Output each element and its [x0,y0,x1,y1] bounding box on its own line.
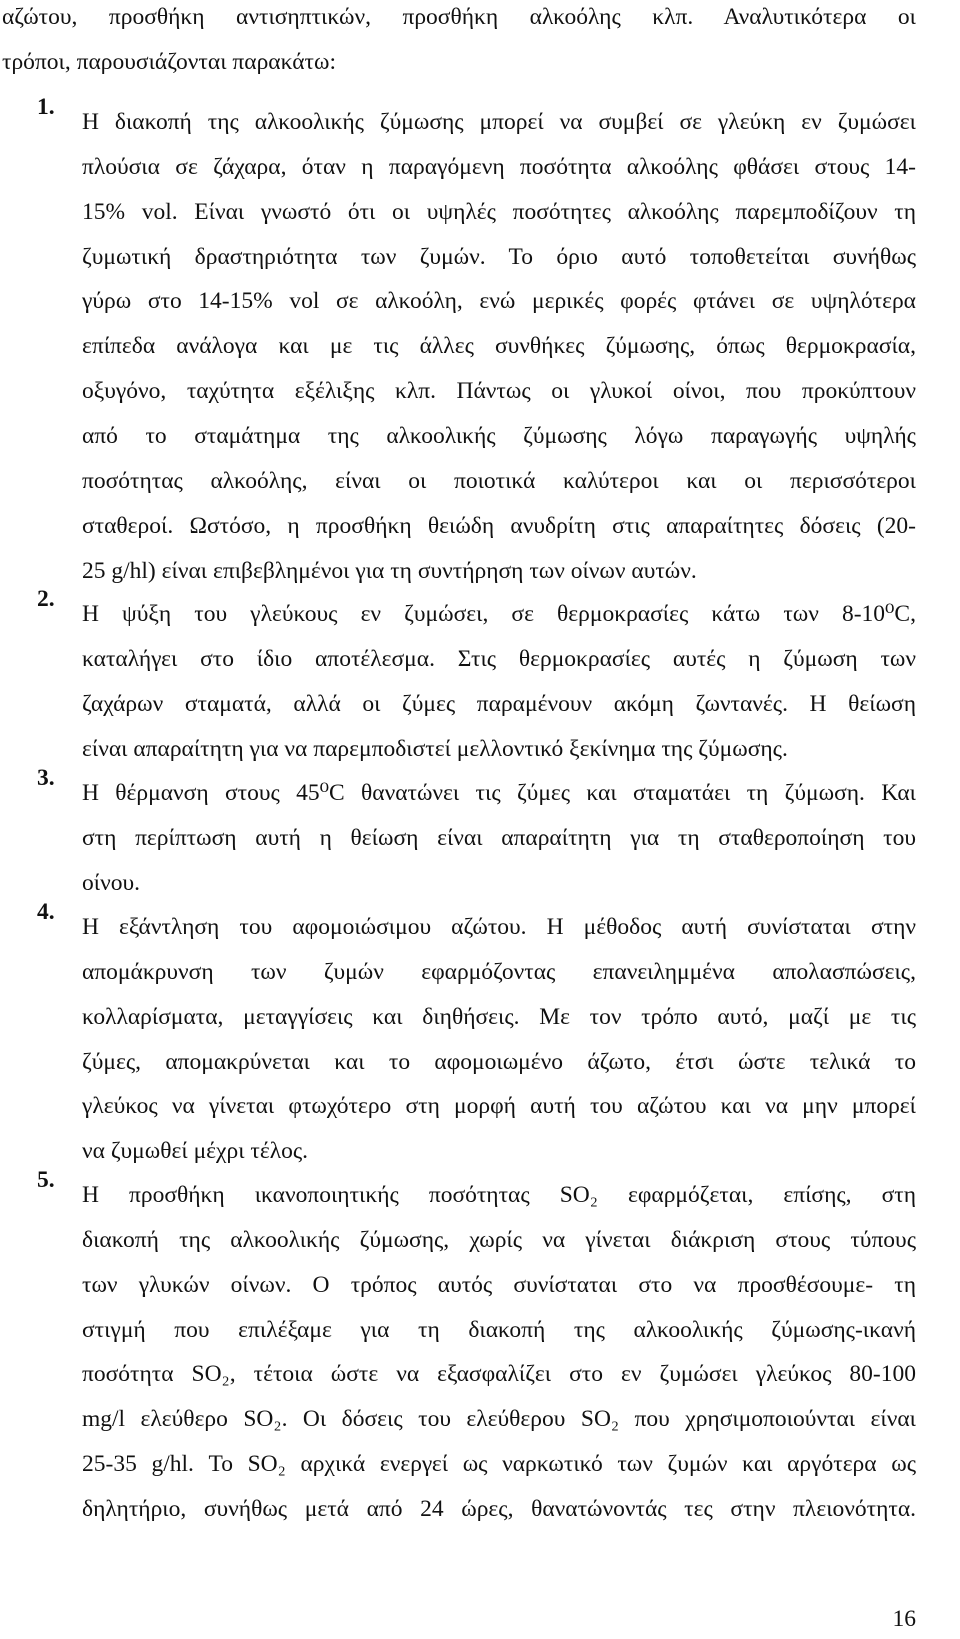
text-line: στη περίπτωση αυτή η θείωση είναι απαραίτητη για τη σταθεροποίηση του [82,824,916,851]
text-line: απομάκρυνση των ζυμών εφαρμόζοντας επανειλημμένα απολασπώσεις, [82,958,916,985]
text-line: πλούσια σε ζάχαρα, όταν η παραγόμενη ποσότητα αλκοόλης φθάσει στους 14- [82,153,916,180]
list-number: 1. [37,94,55,120]
text-line: κολλαρίσματα, μεταγγίσεις και διηθήσεις. Με τον τρόπο αυτό, μαζί με τις [82,1003,916,1030]
list-item-3 [37,763,916,898]
text-line: στιγμή που επιλέξαμε για τη διακοπή της αλκοολικής ζύμωσης-ικανή [82,1316,916,1343]
list-number: 2. [37,586,55,612]
intro-paragraph [2,2,916,77]
text-line: 15% vol. Είναι γνωστό ότι οι υψηλές ποσότητες αλκοόλης παρεμποδίζουν τη [82,198,916,225]
text-line: ποσότητας αλκοόλης, είναι οι ποιοτικά καλύτεροι και οι περισσότεροι [82,468,916,495]
text-line: ζαχάρων σταματά, αλλά οι ζύμες παραμένουν ακόμη ζωντανές. Η θείωση [82,690,916,717]
list-item-1 [37,92,916,586]
text-line: γύρω στο 14-15% vol σε αλκοόλη, ενώ μερικές φορές φτάνει σε υψηλότερα [82,288,916,315]
text-line: τρόποι, παρουσιάζονται παρακάτω: [2,48,336,75]
text-line: σταθεροί. Ωστόσο, η προσθήκη θειώδη ανυδρίτη στις απαραίτητες δόσεις (20- [82,512,916,539]
text-line: διακοπή της αλκοολικής ζύμωσης, χωρίς να γίνεται διάκριση στους τύπους [82,1226,916,1253]
text-line: mg/l ελεύθερο SO₂. Οι δόσεις του ελεύθερου SO₂ που χρησιμοποιούνται είναι [82,1406,916,1433]
text-line: Η εξάντληση του αφομοιώσιμου αζώτου. Η μέθοδος αυτή συνίσταται στην [82,913,916,940]
text-line: οίνου. [82,869,140,896]
list-item-4 [37,897,916,1166]
text-line: 25-35 g/hl. Το SO₂ αρχικά ενεργεί ως ναρκωτικό των ζυμών και αργότερα ως [82,1451,916,1478]
text-line: Η ψύξη του γλεύκους εν ζυμώσει, σε θερμοκρασίες κάτω των 8-10⁰C, [82,600,916,627]
list-number: 5. [37,1167,55,1193]
text-line: αζώτου, προσθήκη αντισηπτικών, προσθήκη αλκοόλης κλπ. Αναλυτικότερα οι [2,4,916,30]
text-line: από το σταμάτημα της αλκοολικής ζύμωσης λόγω παραγωγής υψηλής [82,423,916,450]
text-line: να ζυμωθεί μέχρι τέλος. [82,1138,309,1165]
list-item-2 [37,584,916,764]
list-number: 3. [37,765,55,791]
text-line: ποσότητα SO₂, τέτοια ώστε να εξασφαλίζει στο εν ζυμώσει γλεύκος 80-100 [82,1361,916,1388]
text-line: οξυγόνο, ταχύτητα εξέλιξης κλπ. Πάντως οι γλυκοί οίνοι, που προκύπτουν [82,378,916,405]
text-line: ζύμες, απομακρύνεται και το αφομοιωμένο άζωτο, έτσι ώστε τελικά το [82,1048,916,1075]
text-line: ζυμωτική δραστηριότητα των ζυμών. Το όριο αυτό τοποθετείται συνήθως [82,243,916,270]
text-line: καταλήγει στο ίδιο αποτέλεσμα. Στις θερμοκρασίες αυτές η ζύμωση των [82,645,916,672]
text-line: Η διακοπή της αλκοολικής ζύμωσης μπορεί να συμβεί σε γλεύκη εν ζυμώσει [82,108,916,135]
list-item-5 [37,1165,916,1524]
text-line: 25 g/hl) είναι επιβεβλημένοι για τη συντήρηση των οίνων αυτών. [82,557,697,584]
text-line: γλεύκος να γίνεται φτωχότερο στη μορφή αυτή του αζώτου και να μην μπορεί [82,1093,916,1120]
text-line: δηλητήριο, συνήθως μετά από 24 ώρες, θανατώνοντάς τες στην πλειονότητα. [82,1496,916,1523]
text-line: των γλυκών οίνων. Ο τρόπος αυτός συνίσταται στο να προσθέσουμε- τη [82,1271,916,1298]
text-line: Η προσθήκη ικανοποιητικής ποσότητας SO₂ εφαρμόζεται, επίσης, στη [82,1181,916,1208]
list-number: 4. [37,899,55,925]
page-number: 16 [892,1606,916,1632]
text-line: Η θέρμανση στους 45⁰C θανατώνει τις ζύμες και σταματάει τη ζύμωση. Και [82,779,916,806]
text-line: είναι απαραίτητη για να παρεμποδιστεί μελλοντικό ξεκίνημα της ζύμωσης. [82,735,788,762]
text-line: επίπεδα ανάλογα και με τις άλλες συνθήκες ζύμωσης, όπως θερμοκρασία, [82,333,916,360]
